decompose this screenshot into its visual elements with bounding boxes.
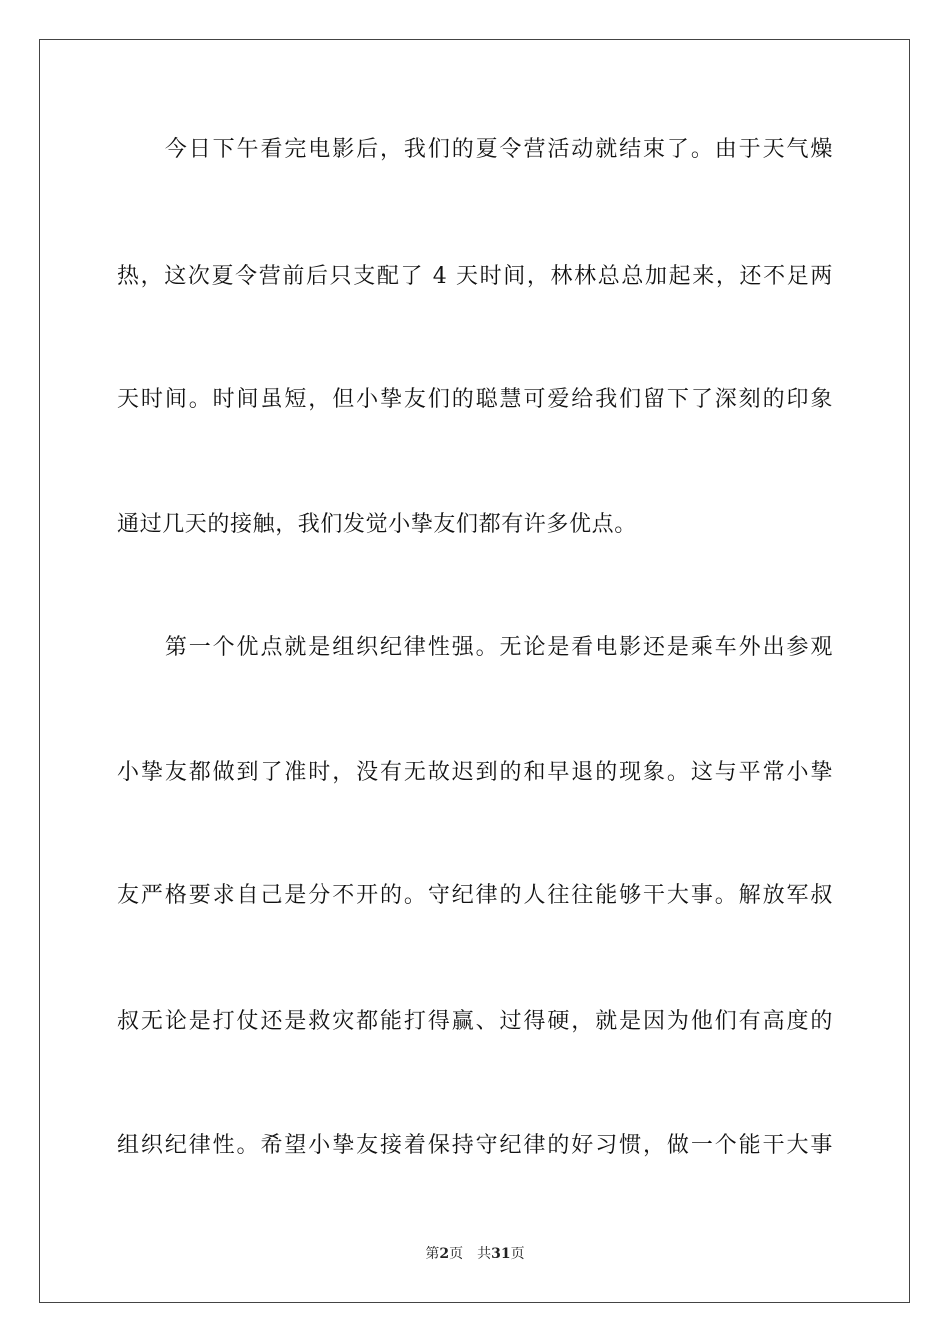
page-prefix: 第: [425, 1246, 440, 1262]
page-number: 2: [439, 1246, 450, 1262]
text-line: 今日下午看完电影后，我们的夏令营活动就结束了。由于天气燥: [117, 137, 833, 162]
total-suffix: 页: [510, 1246, 525, 1262]
text-line: 小挚友都做到了准时，没有无故迟到的和早退的现象。这与平常小挚: [117, 760, 833, 785]
text-line: 热，这次夏令营前后只支配了 4 天时间，林林总总加起来，还不足两: [117, 264, 833, 289]
text-line: 组织纪律性。希望小挚友接着保持守纪律的好习惯，做一个能干大事: [117, 1133, 833, 1158]
text-line: 叔无论是打仗还是救灾都能打得赢、过得硬，就是因为他们有高度的: [117, 1009, 833, 1034]
page-footer: [0, 1244, 950, 1264]
text-line: 通过几天的接触，我们发觉小挚友们都有许多优点。: [117, 512, 637, 537]
text-line: 第一个优点就是组织纪律性强。无论是看电影还是乘车外出参观: [117, 635, 833, 660]
total-prefix: 共: [477, 1246, 492, 1262]
text-line: 友严格要求自己是分不开的。守纪律的人往往能够干大事。解放军叔: [117, 883, 833, 908]
page-border: [39, 39, 910, 1303]
text-line: 天时间。时间虽短，但小挚友们的聪慧可爱给我们留下了深刻的印象: [117, 387, 833, 412]
total-pages: 31: [491, 1246, 511, 1262]
page-suffix: 页: [449, 1246, 464, 1262]
